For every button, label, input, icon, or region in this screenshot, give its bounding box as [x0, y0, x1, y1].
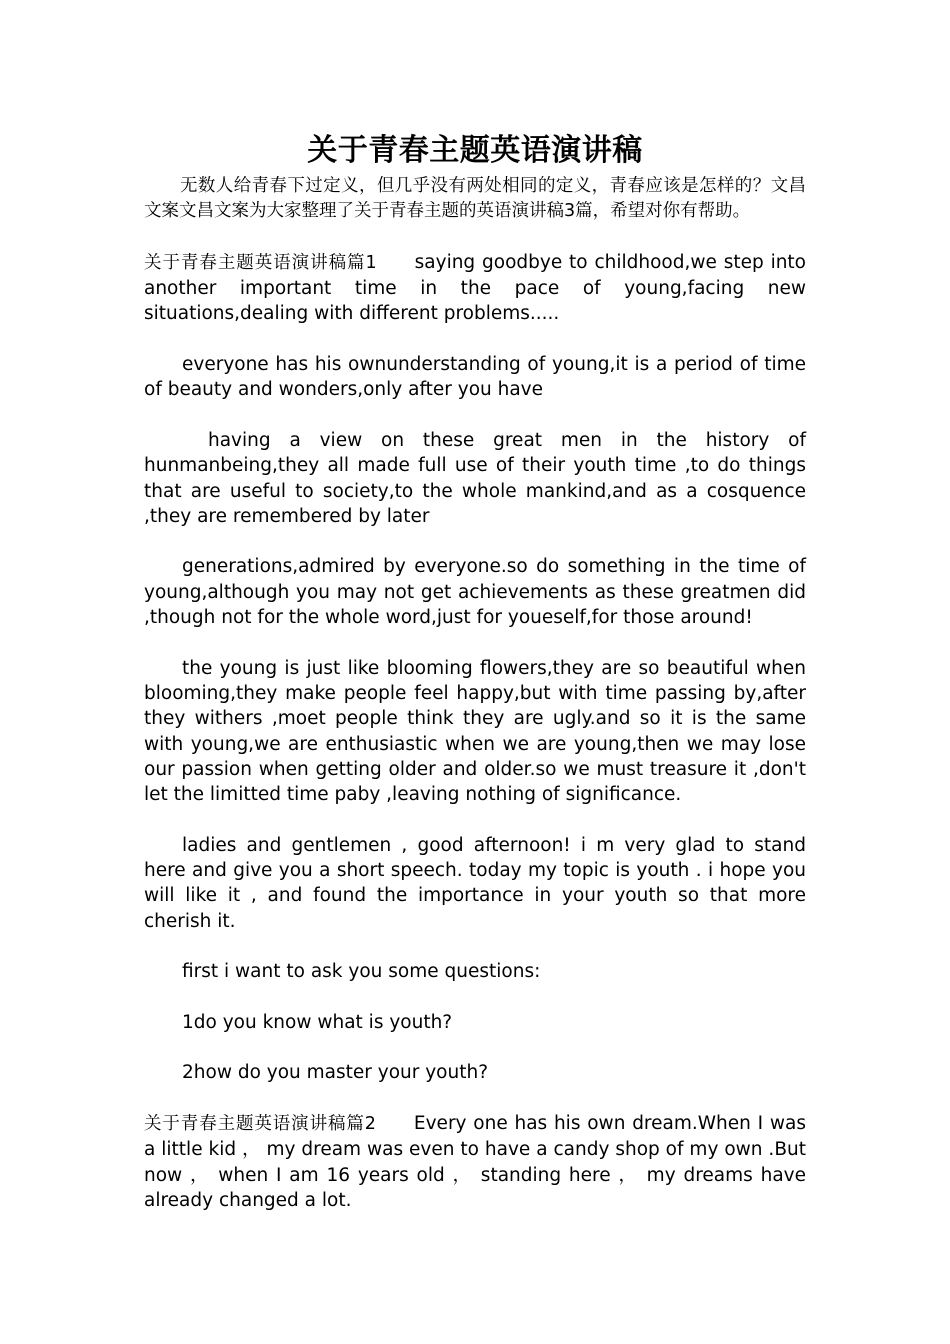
- section1-paragraph-1: everyone has his ownunderstanding of young,it is a period of time of beauty and wonders,only after you have: [144, 354, 806, 401]
- intro-paragraph: 无数人给青春下过定义，但几乎没有两处相同的定义，青春应该是怎样的？文昌文案文昌文案为大家整理了关于青春主题的英语演讲稿3篇，希望对你有帮助。: [144, 176, 806, 222]
- section1-lead-text: saying goodbye to childhood,we step into another important time in the pace of young,facing new situations,dealing with different problems.....: [144, 251, 807, 325]
- section1-first-paragraph: [144, 250, 806, 327]
- section2-lead-text: Every one has his own dream.When I was a little kid ， my dream was even to have a candy shop of my own .But now ， when I am 16 years old ， standing here ， my dreams have already changed a lot.: [144, 1112, 806, 1211]
- document-title: 关于青春主题英语演讲稿: [307, 133, 643, 168]
- section1-paragraph-3: generations,admired by everyone.so do something in the time of young,although you may not get achievements as these greatmen did ,though not for the whole word,just for youeself,for those around!: [144, 556, 806, 629]
- section1-paragraph-6: first i want to ask you some questions:: [182, 961, 541, 983]
- section2-first-paragraph: [144, 1111, 806, 1213]
- section1-paragraph-2: having a view on these great men in the history of hunmanbeing,they all made full use of their youth time ,to do things that are useful to society,to the whole mankind,and as a cosquence ,they are remembered by later: [144, 429, 806, 527]
- section1-heading: 关于青春主题英语演讲稿篇1: [144, 252, 377, 273]
- section1-question-1: 1do you know what is youth?: [182, 1011, 453, 1033]
- document-page: [144, 128, 806, 1213]
- section2-heading: 关于青春主题英语演讲稿篇2: [144, 1113, 376, 1134]
- section1-question-2: 2how do you master your youth?: [182, 1062, 489, 1084]
- section1-paragraph-4: the young is just like blooming flowers,they are so beautiful when blooming,they make people feel happy,but with time passing by,after they withers ,moet people think they are ugly.and so it is the same with young,we are enthusiastic when we are young,then we may lose our passion when getting older and older.so we must treasure it ,don't let the limitted time paby ,leaving nothing of significance.: [144, 657, 806, 806]
- section1-paragraph-5: ladies and gentlemen , good afternoon! i m very glad to stand here and give you a short speech. today my topic is youth . i hope you will like it , and found the importance in your youth so that more cherish it.: [144, 834, 806, 932]
